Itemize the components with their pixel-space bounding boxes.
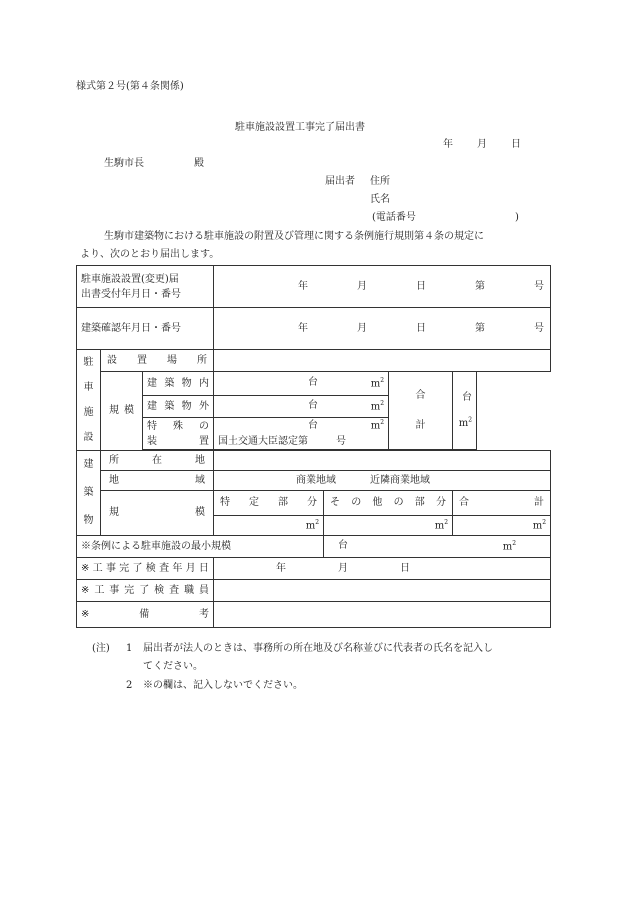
note-1-number: 1 [126, 643, 133, 654]
intro-line-2: より、次のとおり届出します。 [80, 249, 220, 260]
date-month-label: 月 [477, 139, 487, 150]
zoning-value[interactable] [214, 471, 551, 491]
other-part-header: そ の 他 の 部 分 [324, 491, 453, 516]
parking-total-value[interactable]: 台 $m^2$ [453, 372, 477, 450]
inspector-label: ※ 工 事 完 了 検 査 職 員 [77, 580, 214, 602]
confirmation-value[interactable]: 年 月 日 第 号 [214, 308, 551, 350]
min-scale-value: 台 $m^2$ [324, 536, 551, 558]
applicant-label: 届出者 [325, 176, 355, 187]
note-1-line-2: てください。 [143, 661, 203, 672]
notes-label: (注) [92, 643, 110, 654]
outside-building-label: 建 築 物 外 [143, 396, 214, 418]
inspection-date-label: ※ 工 事 完 了 検 査 年 月 日 [77, 558, 214, 580]
building-scale-label: 規 模 [101, 491, 214, 536]
other-part-value[interactable]: $m^2$ [324, 516, 453, 536]
recipient: 生駒市長 [104, 158, 144, 169]
note-1-line-1: 届出者が法人のときは、事務所の所在地及び名称並びに代表者の氏名を記入し [143, 643, 493, 654]
special-device-label: 特 殊 の 装 置 [143, 418, 214, 450]
zone-commercial: 商業地域 [296, 474, 337, 486]
certification-label: 国土交通大臣認定第 [218, 435, 309, 447]
specific-part-value[interactable]: $m^2$ [214, 516, 324, 536]
date-year-label: 年 [443, 139, 453, 150]
remarks-value [214, 602, 551, 628]
intro-line-1: 生駒市建築物における駐車施設の附置及び管理に関する条例施行規則第４条の規定に [104, 231, 484, 242]
inspection-date-value: 年 月 日 [214, 558, 551, 580]
sum-value[interactable]: $m^2$ [453, 516, 551, 536]
zoning-label: 地 域 [101, 471, 214, 491]
zone-neighborhood-commercial: 近隣商業地域 [370, 474, 431, 486]
outside-building-value[interactable]: 台 $m^2$ [214, 396, 389, 418]
remarks-label: ※ 備 考 [77, 602, 214, 628]
form-table [76, 265, 551, 628]
building-location-value[interactable] [214, 451, 551, 471]
building-section-label: 建 築 物 [77, 451, 101, 536]
phone-label: (電話番号 [372, 212, 416, 223]
inside-building-label: 建 築 物 内 [143, 372, 214, 396]
min-scale-label: ※条例による駐車施設の最小規模 [77, 536, 324, 558]
receipt-value[interactable]: 年 月 日 第 号 [214, 266, 551, 308]
installation-location-label: 設 置 場 所 [101, 350, 214, 372]
inspector-value [214, 580, 551, 602]
building-location-label: 所 在 地 [101, 451, 214, 471]
date-day-label: 日 [511, 139, 521, 150]
address-label: 住所 [370, 176, 390, 187]
receipt-row [77, 266, 551, 308]
honorific: 殿 [194, 158, 204, 169]
note-2-number: 2 [126, 680, 133, 691]
document-title: 駐車施設設置工事完了届出書 [235, 122, 365, 133]
form-number: 様式第２号(第４条関係) [76, 81, 184, 92]
sum-header: 合 計 [453, 491, 551, 516]
specific-part-header: 特 定 部 分 [214, 491, 324, 516]
name-label: 氏名 [370, 194, 390, 205]
installation-location-value[interactable] [214, 350, 551, 372]
parking-section-label: 駐 車 施 設 [77, 350, 101, 451]
inside-building-value[interactable]: 台 $m^2$ [214, 372, 389, 396]
building-confirmation-row [77, 308, 551, 350]
note-2-text: ※の欄は、記入しないでください。 [143, 680, 303, 691]
parking-scale-label: 規 模 [101, 372, 143, 451]
receipt-label: 駐車施設設置(変更)届 出書受付年月日・番号 [77, 266, 214, 308]
confirmation-label: 建築確認年月日・番号 [77, 308, 214, 350]
phone-close: ) [515, 212, 519, 223]
special-device-value[interactable]: 台 $m^2$ 国土交通大臣認定第 号 [214, 418, 389, 450]
parking-total-label: 合 計 [389, 372, 453, 450]
